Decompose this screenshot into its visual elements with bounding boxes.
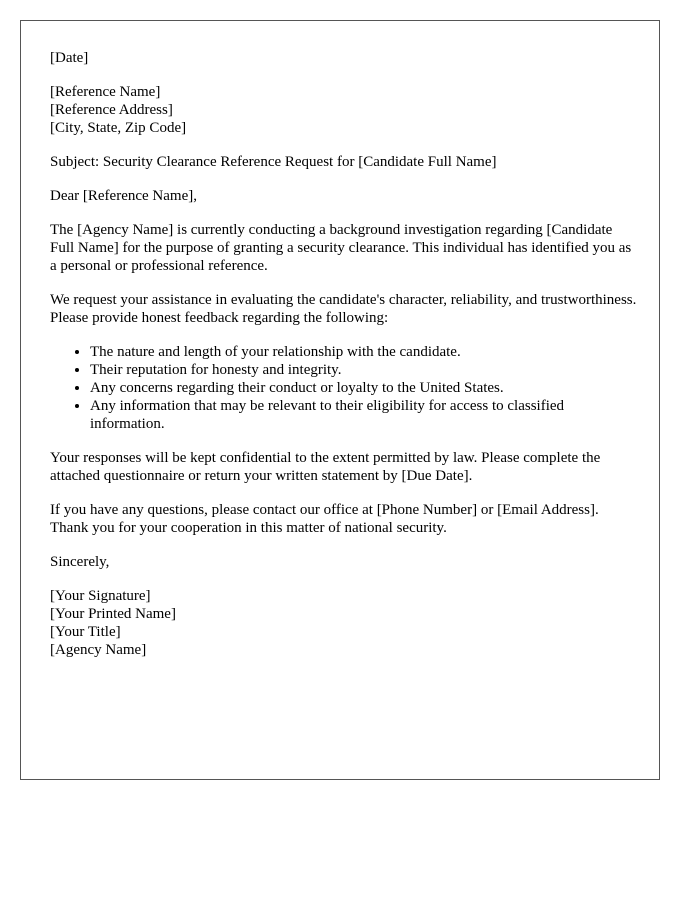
letter-paragraph-4: If you have any questions, please contact our office at [Phone Number] or [Email Address]. Thank you for your cooperation in this matter of national security.: [50, 502, 599, 536]
signature-block: [50, 587, 640, 659]
list-item: • Any information that may be relevant to their eligibility for access to classified information.: [90, 397, 640, 433]
feedback-list: [50, 343, 640, 433]
letter-closing: Sincerely,: [50, 554, 110, 570]
letter-date: [Date]: [50, 50, 89, 66]
letter-paragraph-2: We request your assistance in evaluating the candidate's character, reliability, and trustworthiness. Please provide honest feedback regarding the following:: [50, 292, 637, 326]
letter-salutation: Dear [Reference Name],: [50, 188, 197, 204]
recipient-block: [50, 83, 640, 137]
letter-paragraph-3: Your responses will be kept confidential to the extent permitted by law. Please complete the attached questionnaire or return your written statement by [Due Date].: [50, 450, 601, 484]
letter-page: [20, 20, 660, 780]
signature-line: [Your Signature]: [50, 588, 151, 604]
letter-paragraph-1: The [Agency Name] is currently conducting a background investigation regarding [Candidate Full Name] for the purpose of granting a security clearance. This individual has identified you as a personal or professional reference.: [50, 222, 632, 274]
letter-subject: Subject: Security Clearance Reference Request for [Candidate Full Name]: [50, 154, 497, 170]
signer-title: [Your Title]: [50, 624, 121, 640]
recipient-address: [Reference Address]: [50, 102, 173, 118]
letter-content: [50, 49, 640, 675]
recipient-name: [Reference Name]: [50, 84, 161, 100]
list-item: • Their reputation for honesty and integrity.: [90, 361, 640, 379]
recipient-city-state-zip: [City, State, Zip Code]: [50, 120, 187, 136]
signer-agency: [Agency Name]: [50, 642, 147, 658]
list-item: • Any concerns regarding their conduct or loyalty to the United States.: [90, 379, 640, 397]
printed-name: [Your Printed Name]: [50, 606, 176, 622]
list-item: • The nature and length of your relationship with the candidate.: [90, 343, 640, 361]
